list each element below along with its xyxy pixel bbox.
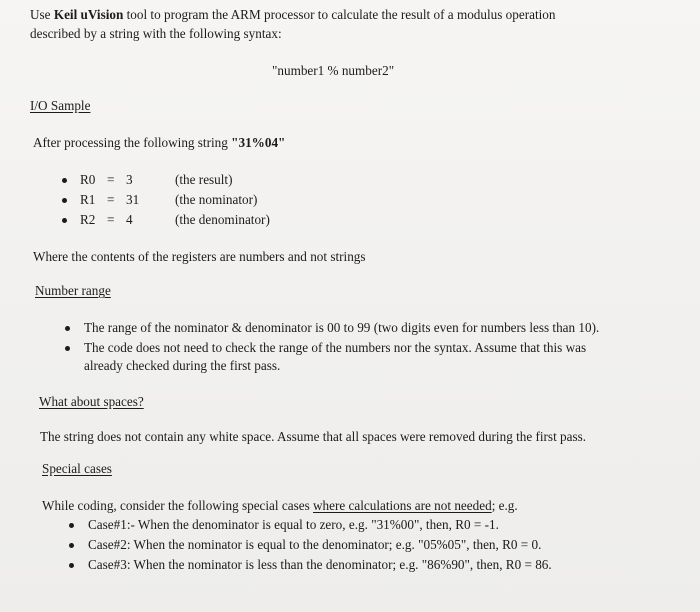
number-range-item-2-line-2: already checked during the first pass. [84,358,281,373]
equals-sign: = [107,212,115,227]
register-note: (the nominator) [175,192,258,207]
spaces-text: The string does not contain any white space. Assume that all spaces were removed during the first pass. [40,429,587,444]
register-value: 31 [126,192,140,207]
io-sample-intro: After processing the following string "31%04" [33,135,286,150]
intro-line-1: Use Keil uVision tool to program the ARM processor to calculate the result of a modulus operation [30,7,556,22]
bullet-icon [69,523,74,528]
bullet-icon [65,326,70,331]
register-note: (the denominator) [175,212,270,227]
register-name: R1 [80,192,96,207]
bullet-icon [69,543,74,548]
bullet-icon [69,563,74,568]
syntax-example: "number1 % number2" [272,63,395,78]
register-value: 3 [126,172,133,187]
special-cases-heading: Special cases [42,461,112,476]
number-range-item-2-line-1: The code does not need to check the range of the numbers nor the syntax. Assume that this was [84,340,587,355]
special-case-2: Case#2: When the nominator is equal to the denominator; e.g. "05%05", then, R0 = 0. [88,537,542,552]
special-case-3: Case#3: When the nominator is less than the denominator; e.g. "86%90", then, R0 = 86. [88,557,552,572]
number-range-heading: Number range [35,283,111,298]
equals-sign: = [107,172,115,187]
bullet-icon [65,346,70,351]
spaces-heading: What about spaces? [39,394,144,409]
register-name: R0 [80,172,96,187]
bullet-icon [62,198,67,203]
bullet-icon [62,218,67,223]
equals-sign: = [107,192,115,207]
special-case-1: Case#1:- When the denominator is equal to zero, e.g. "31%00", then, R0 = -1. [88,517,499,532]
special-cases-intro: While coding, consider the following special cases where calculations are not needed; e.g. [42,498,518,513]
number-range-item-1: The range of the nominator & denominator is 00 to 99 (two digits even for numbers less than 10). [84,320,600,335]
intro-line-2: described by a string with the following syntax: [30,26,282,41]
bullet-icon [62,178,67,183]
register-value: 4 [126,212,133,227]
register-note: (the result) [175,172,233,187]
register-note-paragraph: Where the contents of the registers are numbers and not strings [33,249,366,264]
io-sample-heading: I/O Sample [30,98,91,113]
register-name: R2 [80,212,96,227]
